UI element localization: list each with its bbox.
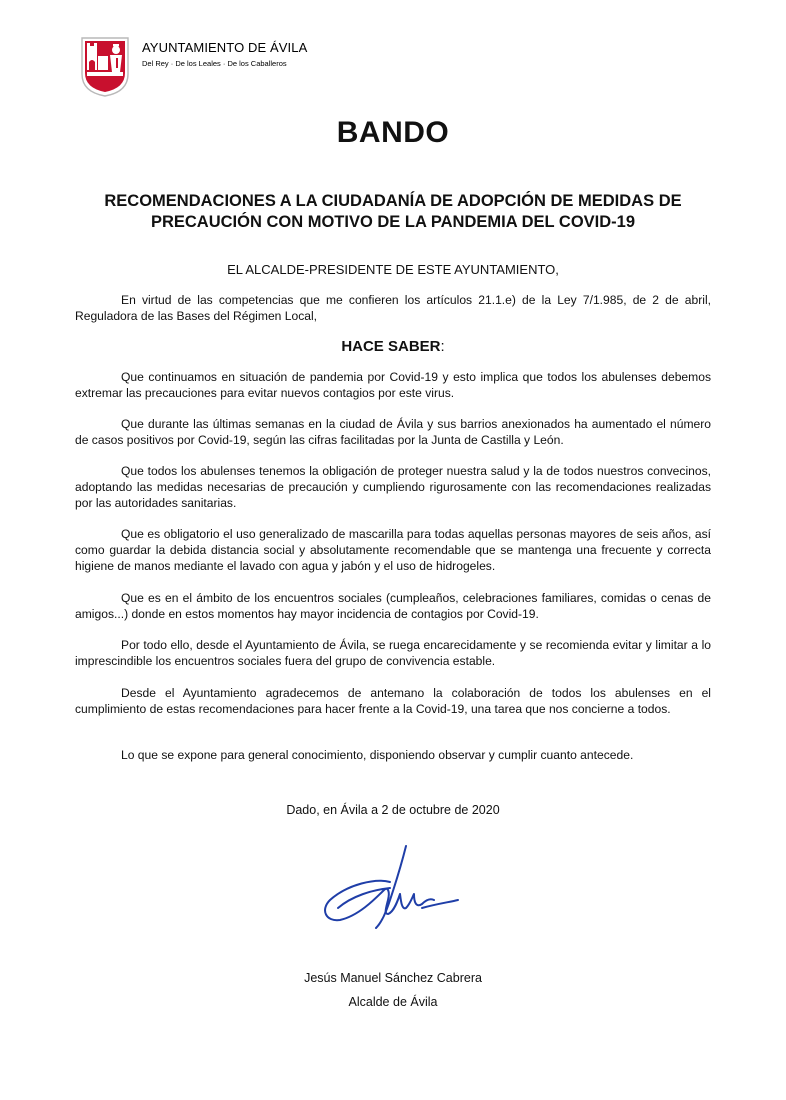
document-subtitle: RECOMENDACIONES A LA CIUDADANÍA DE ADOPCIÓN DE MEDIDAS DE PRECAUCIÓN CON MOTIVO DE LA PANDEMIA DEL COVID-19 [104,192,682,231]
hace-saber-colon: : [440,338,445,355]
body-paragraph-6: Por todo ello, desde el Ayuntamiento de Ávila, se ruega encarecidamente y se recomienda evitar y limitar a lo imprescindible los encuentros sociales fuera del grupo de convivencia estable. [75,638,711,668]
body-paragraph-2: Que durante las últimas semanas en la ciudad de Ávila y sus barrios anexionados ha aumentado el número de casos positivos por Covid-19, según las cifras facilitadas por la Junta de Castilla y León. [75,417,711,447]
body-paragraph-3: Que todos los abulenses tenemos la obligación de proteger nuestra salud y la de todos nuestros convecinos, adoptando las medidas necesarias de precaución y cumpliendo rigurosamente con las recomendaciones realizadas por las autoridades sanitarias. [75,464,711,510]
body-paragraph-1: Que continuamos en situación de pandemia por Covid-19 y esto implica que todos los abulenses debemos extremar las precauciones para evitar nuevos contagios por este virus. [75,370,711,400]
handwritten-signature-icon [318,842,468,942]
intro-paragraph: En virtud de las competencias que me confieren los artículos 21.1.e) de la Ley 7/1.985, de 2 de abril, Reguladora de las Bases del Régimen Local, [75,293,711,323]
body-paragraph-8: Lo que se expone para general conocimiento, disponiendo observar y cumplir cuanto antecede. [121,748,634,762]
signer-role: Alcalde de Ávila [348,995,438,1009]
body-paragraph-5: Que es en el ámbito de los encuentros sociales (cumpleaños, celebraciones familiares, comidas o cenas de amigos...) donde en estos momentos hay mayor incidencia de contagios por Covid-19. [75,591,711,621]
organization-name: AYUNTAMIENTO DE ÁVILA [142,40,308,55]
issuer-greeting: EL ALCALDE-PRESIDENTE DE ESTE AYUNTAMIENTO, [227,262,559,277]
hace-saber-heading [0,338,786,355]
letterhead [80,36,480,102]
city-coat-of-arms-icon [80,36,130,98]
signer-name: Jesús Manuel Sánchez Cabrera [304,971,482,985]
body-paragraph-7: Desde el Ayuntamiento agradecemos de antemano la colaboración de todos los abulenses en el cumplimiento de estas recomendaciones para hacer frente a la Covid-19, una tarea que nos concierne a todos. [75,686,711,716]
body-paragraph-4: Que es obligatorio el uso generalizado de mascarilla para todas aquellas personas mayores de seis años, así como guardar la debida distancia social y absolutamente recomendable que se mantenga una frecuente y correcta higiene de manos mediante el lavado con agua y jabón y el uso de hidrogeles. [75,527,711,573]
issue-date-line: Dado, en Ávila a 2 de octubre de 2020 [286,803,500,817]
hace-saber-label: HACE SABER [341,338,441,355]
document-title: BANDO [336,116,450,149]
organization-motto: Del Rey · De los Leales · De los Caballeros [142,59,287,68]
